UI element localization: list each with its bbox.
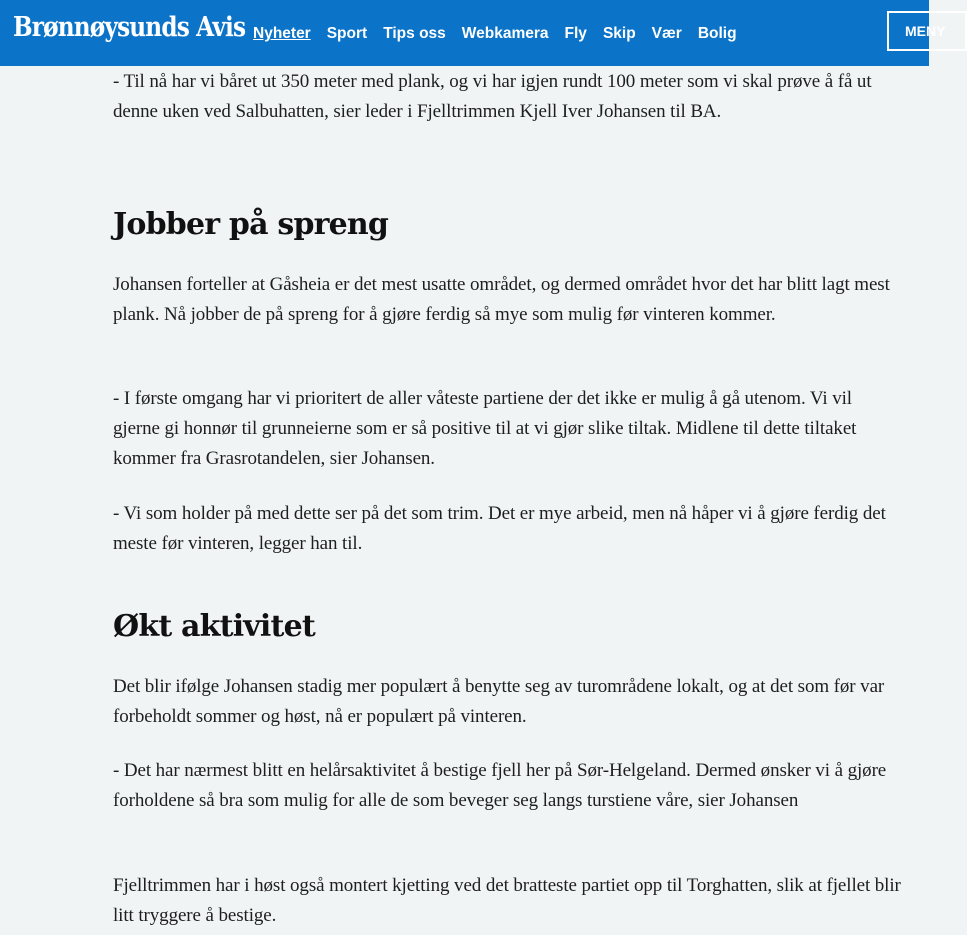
article-paragraph: - Til nå har vi båret ut 350 meter med plank, og vi har igjen rundt 100 meter som vi skal prøve å få ut denne uken ved Salbuhatten, sier leder i Fjelltrimmen Kjell Iver Johansen til BA. <box>113 71 872 122</box>
main-nav <box>253 24 753 44</box>
nav-item-sport[interactable]: Sport <box>326 25 368 42</box>
nav-item-webkamera[interactable]: Webkamera <box>461 25 549 42</box>
article-paragraph: - I første omgang har vi prioritert de aller våteste partiene der det ikke er mulig å gå utenom. Vi vil gjerne gi honnør til grunneierne som er så positive til at vi gjør slike tiltak. Midlene til dette tiltaket kommer fra Grasrotandelen, sier Johansen. <box>113 388 857 469</box>
article-paragraph: - Det har nærmest blitt en helårsaktivitet å bestige fjell her på Sør-Helgeland. Dermed ønsker vi å gjøre forholdene så bra som mulig for alle de som beveger seg langs turstiene våre, sier Johansen <box>113 760 887 811</box>
nav-item-bolig[interactable]: Bolig <box>697 25 737 42</box>
section-heading-jobber-pa-spreng: Jobber på spreng <box>113 207 389 242</box>
nav-item-vaer[interactable]: Vær <box>651 25 682 42</box>
nav-item-nyheter[interactable]: Nyheter <box>253 25 311 42</box>
section-heading-okt-aktivitet: Økt aktivitet <box>113 609 315 644</box>
top-navigation-bar <box>0 0 946 66</box>
article-paragraph: - Vi som holder på med dette ser på det som trim. Det er mye arbeid, men nå håper vi å gjøre ferdig det meste før vinteren, legger han til. <box>113 503 886 554</box>
nav-item-tips-oss[interactable]: Tips oss <box>383 25 446 42</box>
menu-button[interactable]: MENY <box>887 11 967 51</box>
article-paragraph: Det blir ifølge Johansen stadig mer populært å benytte seg av turområdene lokalt, og at det som før var forbeholdt sommer og høst, nå er populært på vinteren. <box>113 676 885 727</box>
article-paragraph: Johansen forteller at Gåsheia er det mest usatte området, og dermed området hvor det har blitt lagt mest plank. Nå jobber de på spreng for å gjøre ferdig så mye som mulig før vinteren kommer. <box>113 274 890 325</box>
nav-item-skip[interactable]: Skip <box>602 25 636 42</box>
article-paragraph: Fjelltrimmen har i høst også montert kjetting ved det bratteste partiet opp til Torghatten, slik at fjellet blir litt tryggere å bestige. <box>113 875 901 926</box>
site-logo[interactable]: Brønnøysunds Avis <box>13 12 246 43</box>
nav-item-fly[interactable]: Fly <box>564 25 587 42</box>
